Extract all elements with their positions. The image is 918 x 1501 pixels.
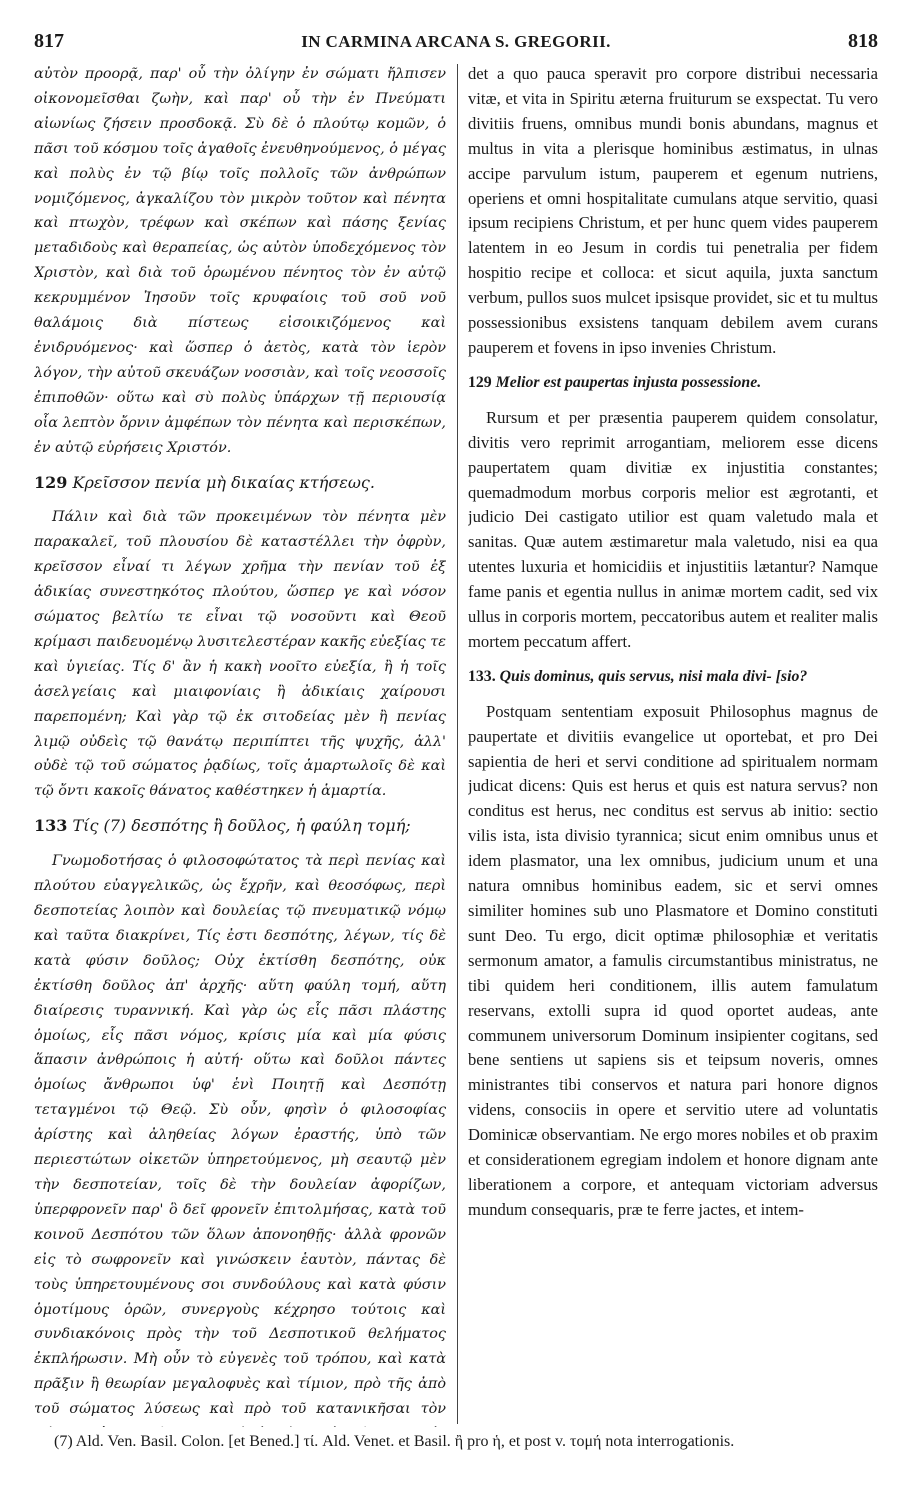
latin-column <box>468 62 878 1427</box>
section-title: Τίς (7) δεσπότης ἢ δοῦλος, ἡ φαύλη τομή; <box>72 816 411 836</box>
greek-section-133-text: Γνωμοδοτήσας ὁ φιλοσοφώτατος τὰ περὶ πενίας καὶ πλούτου εὐαγγελικῶς, ὡς ἔχρῆν, καὶ θεοσόφως, περὶ δεσποτείας λοιπὸν καὶ δουλείας τῷ πνευματικῷ νόμῳ καὶ ταῦτα διακρίνει, Τίς ἐστι δεσπότης, λέγων, τίς δὲ κατὰ φύσιν δοῦλος; Οὐχ ἐκτίσθη δεσπότης, οὐκ ἐκτίσθη δοῦλος ἀπ' ἀρχῆς· αὕτη φαύλη τομή, αὕτη διαίρεσις τυραννική. Καὶ γὰρ ὡς εἷς πᾶσι πλάστης ὁμοίως, εἷς πᾶσι νόμος, κρίσις μία καὶ μία φύσις ἅπασιν ἀνθρώποις ἡ αὐτή· οὕτω καὶ δοῦλοι πάντες ὁμοίως ἄνθρωποι ὑφ' ἑνὶ Ποιητῇ καὶ Δεσπότῃ τεταγμένοι τῷ Θεῷ. Σὺ οὖν, φησὶν ὁ φιλοσοφίας ἀρίστης καὶ ἀληθείας λόγων ἐραστής, ὑπὸ τῶν περιεστώτων οἰκετῶν ὑπηρετούμενος, μὴ σεαυτῷ μὲν τὴν δεσποτείαν, τοῖς δὲ τὴν δουλείαν ἀφορίζων, ὑπερφρονεῖν παρ' ὃ δεῖ φρονεῖν ἐπιτολμήσας, κατὰ τοῦ κοινοῦ Δεσπότου τῶν ὅλων ἀπονοηθῇς· ἀλλὰ φρονῶν εἰς τὸ σωφρονεῖν καὶ γινώσκειν ἑαυτὸν, πάντας δὲ τοὺς ὑπηρετουμένους σοι συνδούλους καὶ κατὰ φύσιν ὁμοτίμους ὁρῶν, συνεργοὺς κέχρησο τούτοις καὶ συνδιακόνοις πρὸς τὴν τοῦ Δεσποτικοῦ θελήματος ἐκπλήρωσιν. Μὴ οὖν τὸ εὐγενὲς τοῦ τρόπου, καὶ κατὰ πρᾶξιν ἢ θεωρίαν μεγαλοφυὲς καὶ τίμιον, πρὸ τῆς ἀπὸ τοῦ σώματος λύσεως καὶ πρὸ τοῦ κατανικῆσαι τὸν <box>34 853 446 1418</box>
page-header <box>34 30 878 56</box>
latin-section-133-text: Postquam sententiam exposuit Philosophus magnus de paupertate et divitiis evangelice ut oportebat, et pro Dei sapientia de heri et servi conditione ad spiritualem normam judicat dicens: Quis est herus et quis est natura servus? non conditus est herus, nec conditus est servus ab initio: sectio vilis ista, ista divisio tyrannica; sicut enim omnibus unus et idem plasmator, una lex omnibus, judicium unum et una natura omnibus hominibus eadem, sic et servi omnes similiter homines sub uno Plasmatore et Domino constituti sunt Deo. Tu ergo, dicit optimæ philosophiæ et veritatis sermonum amator, a famulis circumstantibus ministratus, ne tibi quidem heri conditionem, illis autem famulatum reservans, extolli supra id quod oportet audeas, ante communem universorum Dominum insipienter cogitans, sed bene sentiens ut sapiens sis et teipsum noveris, omnes ministrantes tibi conservos et natura pari honore dignos videns, consociis in opere et servitio utere ad voluntatis Dominicæ observantiam. Ne ergo mores nobiles et ob praxim et considerationem egregiam indolem et honore dignam ante liberationem a corpore, et antequam victoriam adversus mundum consequaris, præ te ferre jactes, et intem- <box>468 701 878 1219</box>
right-page-number: 818 <box>848 30 878 52</box>
section-number: 129 <box>468 373 492 391</box>
greek-column <box>34 62 446 1427</box>
latin-section-129-heading <box>468 371 878 396</box>
greek-section-129-heading <box>34 471 446 496</box>
section-number: 133. <box>468 667 496 685</box>
section-title: Κρεῖσσον πενία μὴ δικαίας κτήσεως. <box>72 472 375 492</box>
column-divider <box>457 64 458 1424</box>
latin-section-129-text: Rursum et per præsentia pauperem quidem consolatur, divitis vero reprimit arrogantiam, meliorem esse dicens paupertatem quam divitiæ ex injustitia constantes; quemadmodum morbus corporis melior est ægrotanti, et judicio Dei castigato utilior est quam valetudo mala et sanitas. Quæ autem æstimaretur mala valetudo, nisi ea qua utentes luxuria et homicidiis et injustitiis lætantur? Namque fame panis et egentia nullus in animæ mortem cadit, sed vix ullus in corporis mortem, peccatoribus autem et realiter malis mortem peccatum affert. <box>468 407 878 651</box>
latin-section-133-heading <box>468 665 878 690</box>
section-number: 129 <box>34 472 68 492</box>
greek-section-129-text: Πάλιν καὶ διὰ τῶν προκειμένων τὸν πένητα μὲν παρακαλεῖ, τοῦ πλουσίου δὲ καταστέλλει τὴν ὀφρὺν, κρεῖσσον εἶναί τι λέγων χρῆμα τὴν πενίαν τοῦ ἐξ ἀδικίας συνεστηκότος πλούτου, ὥσπερ γε καὶ νόσον σώματος βελτίω τε εἶναι τῷ νοσοῦντι καὶ Θεοῦ κρίμασι παιδευομένῳ λυσιτελεστέραν κακῆς εὐεξίας τε καὶ ὑγιείας. Τίς δ' ἂν ἡ κακὴ νοοῖτο εὐεξία, ἢ ἡ τοῖς ἀσελγείαις καὶ μιαιφονίαις ἢ ἀδικίαις χαίρουσι παρεπομένη; Καὶ γὰρ τῷ ἐκ σιτοδείας μὲν ἢ πενίας λιμῷ οὐδεὶς τῷ θανάτῳ περιπίπτει τῆς ψυχῆς, ἀλλ' οὐδὲ τῷ τοῦ σώματος ῥᾳδίως, τοῖς ἁμαρτωλοῖς δὲ καὶ τῷ ὄντι κακοῖς θάνατος καθέστηκεν ἡ ἁμαρτία. <box>34 509 446 800</box>
running-title: IN CARMINA ARCANA S. GREGORII. <box>301 32 611 51</box>
section-title: Quis dominus, quis servus, nisi mala divi- [sio? <box>499 667 808 685</box>
latin-intro-paragraph: det a quo pauca speravit pro corpore distribui necessaria vitæ, et vita in Spiritu æterna fruiturum se exspectat. Tu vero divitiis fruens, omnibus mundi bonis abundans, magnus et multus in vita a plerisque hominibus æstimatus, in ulnas accipe parvulum istum, pauperem et egenum nutriens, operiens et omni hospitalitate cumulans atque servitio, quasi ipsum recipiens Christum, et per hunc quem vides pauperem latentem in eo Jesum in cordis tui penetralia per fidem hospitio recipe et colloca: et sicut aquila, juxta sanctum verbum, pullos suos mulcet ipsisque providet, sic et tu multus possessionibus exsistens tanquam debilem avem curans pauperem et fovens in ipso invenies Christum. <box>468 64 878 357</box>
left-page-number: 817 <box>34 30 64 52</box>
footnote: (7) Ald. Ven. Basil. Colon. [et Bened.] τί. Ald. Venet. et Basil. ἢ pro ἡ, et post v. τομή nota interrogationis. <box>54 1433 735 1450</box>
section-title: Melior est paupertas injusta possessione. <box>495 373 762 391</box>
greek-intro-paragraph: αὐτὸν προορᾷ, παρ' οὗ τὴν ὀλίγην ἐν σώματι ἤλπισεν οἰκονομεῖσθαι ζωὴν, καὶ παρ' οὗ τὴν ἐν Πνεύματι αἰωνίως ζήσειν προσδοκᾷ. Σὺ δὲ ὁ πλούτῳ κομῶν, ὁ πᾶσι τοῦ κόσμου τοῖς ἀγαθοῖς ἐνευθηνούμενος, ὁ μέγας καὶ πολὺς ἐν τῷ βίῳ τοῖς πολλοῖς τῶν ἀνθρώπων νομιζόμενος, ἀγκαλίζου τὸν μικρὸν τοῦτον καὶ πένητα καὶ πτωχὸν, τρέφων καὶ σκέπων καὶ πάσης ξενίας μεταδιδοὺς καὶ θεραπείας, ὡς αὐτὸν ὑποδεχόμενος τὸν Χριστὸν, καὶ διὰ τοῦ ὁρωμένου πένητος τὸν ἐν αὐτῷ κεκρυμμένον Ἰησοῦν τοῖς κρυφαίοις τοῦ σοῦ νοῦ θαλάμοις διὰ πίστεως εἰσοικιζόμενος καὶ ἐνιδρυόμενος· καὶ ὥσπερ ὁ ἀετὸς, κατὰ τὸν ἱερὸν λόγον, τὴν αὐτοῦ σκευάζων νοσσιὰν, καὶ τοῖς νεοσσοῖς ἐπιποθῶν· οὕτω καὶ σὺ πολὺς ὑπάρχων τῇ περιουσίᾳ οἷα λεπτὸν ὄρνιν ἀμφέπων τὸν πένητα καὶ περισκέπων, ἐν αὐτῷ εὑρήσεις Χριστόν. <box>34 66 446 456</box>
greek-section-133-heading <box>34 814 446 839</box>
section-number: 133 <box>34 816 68 836</box>
